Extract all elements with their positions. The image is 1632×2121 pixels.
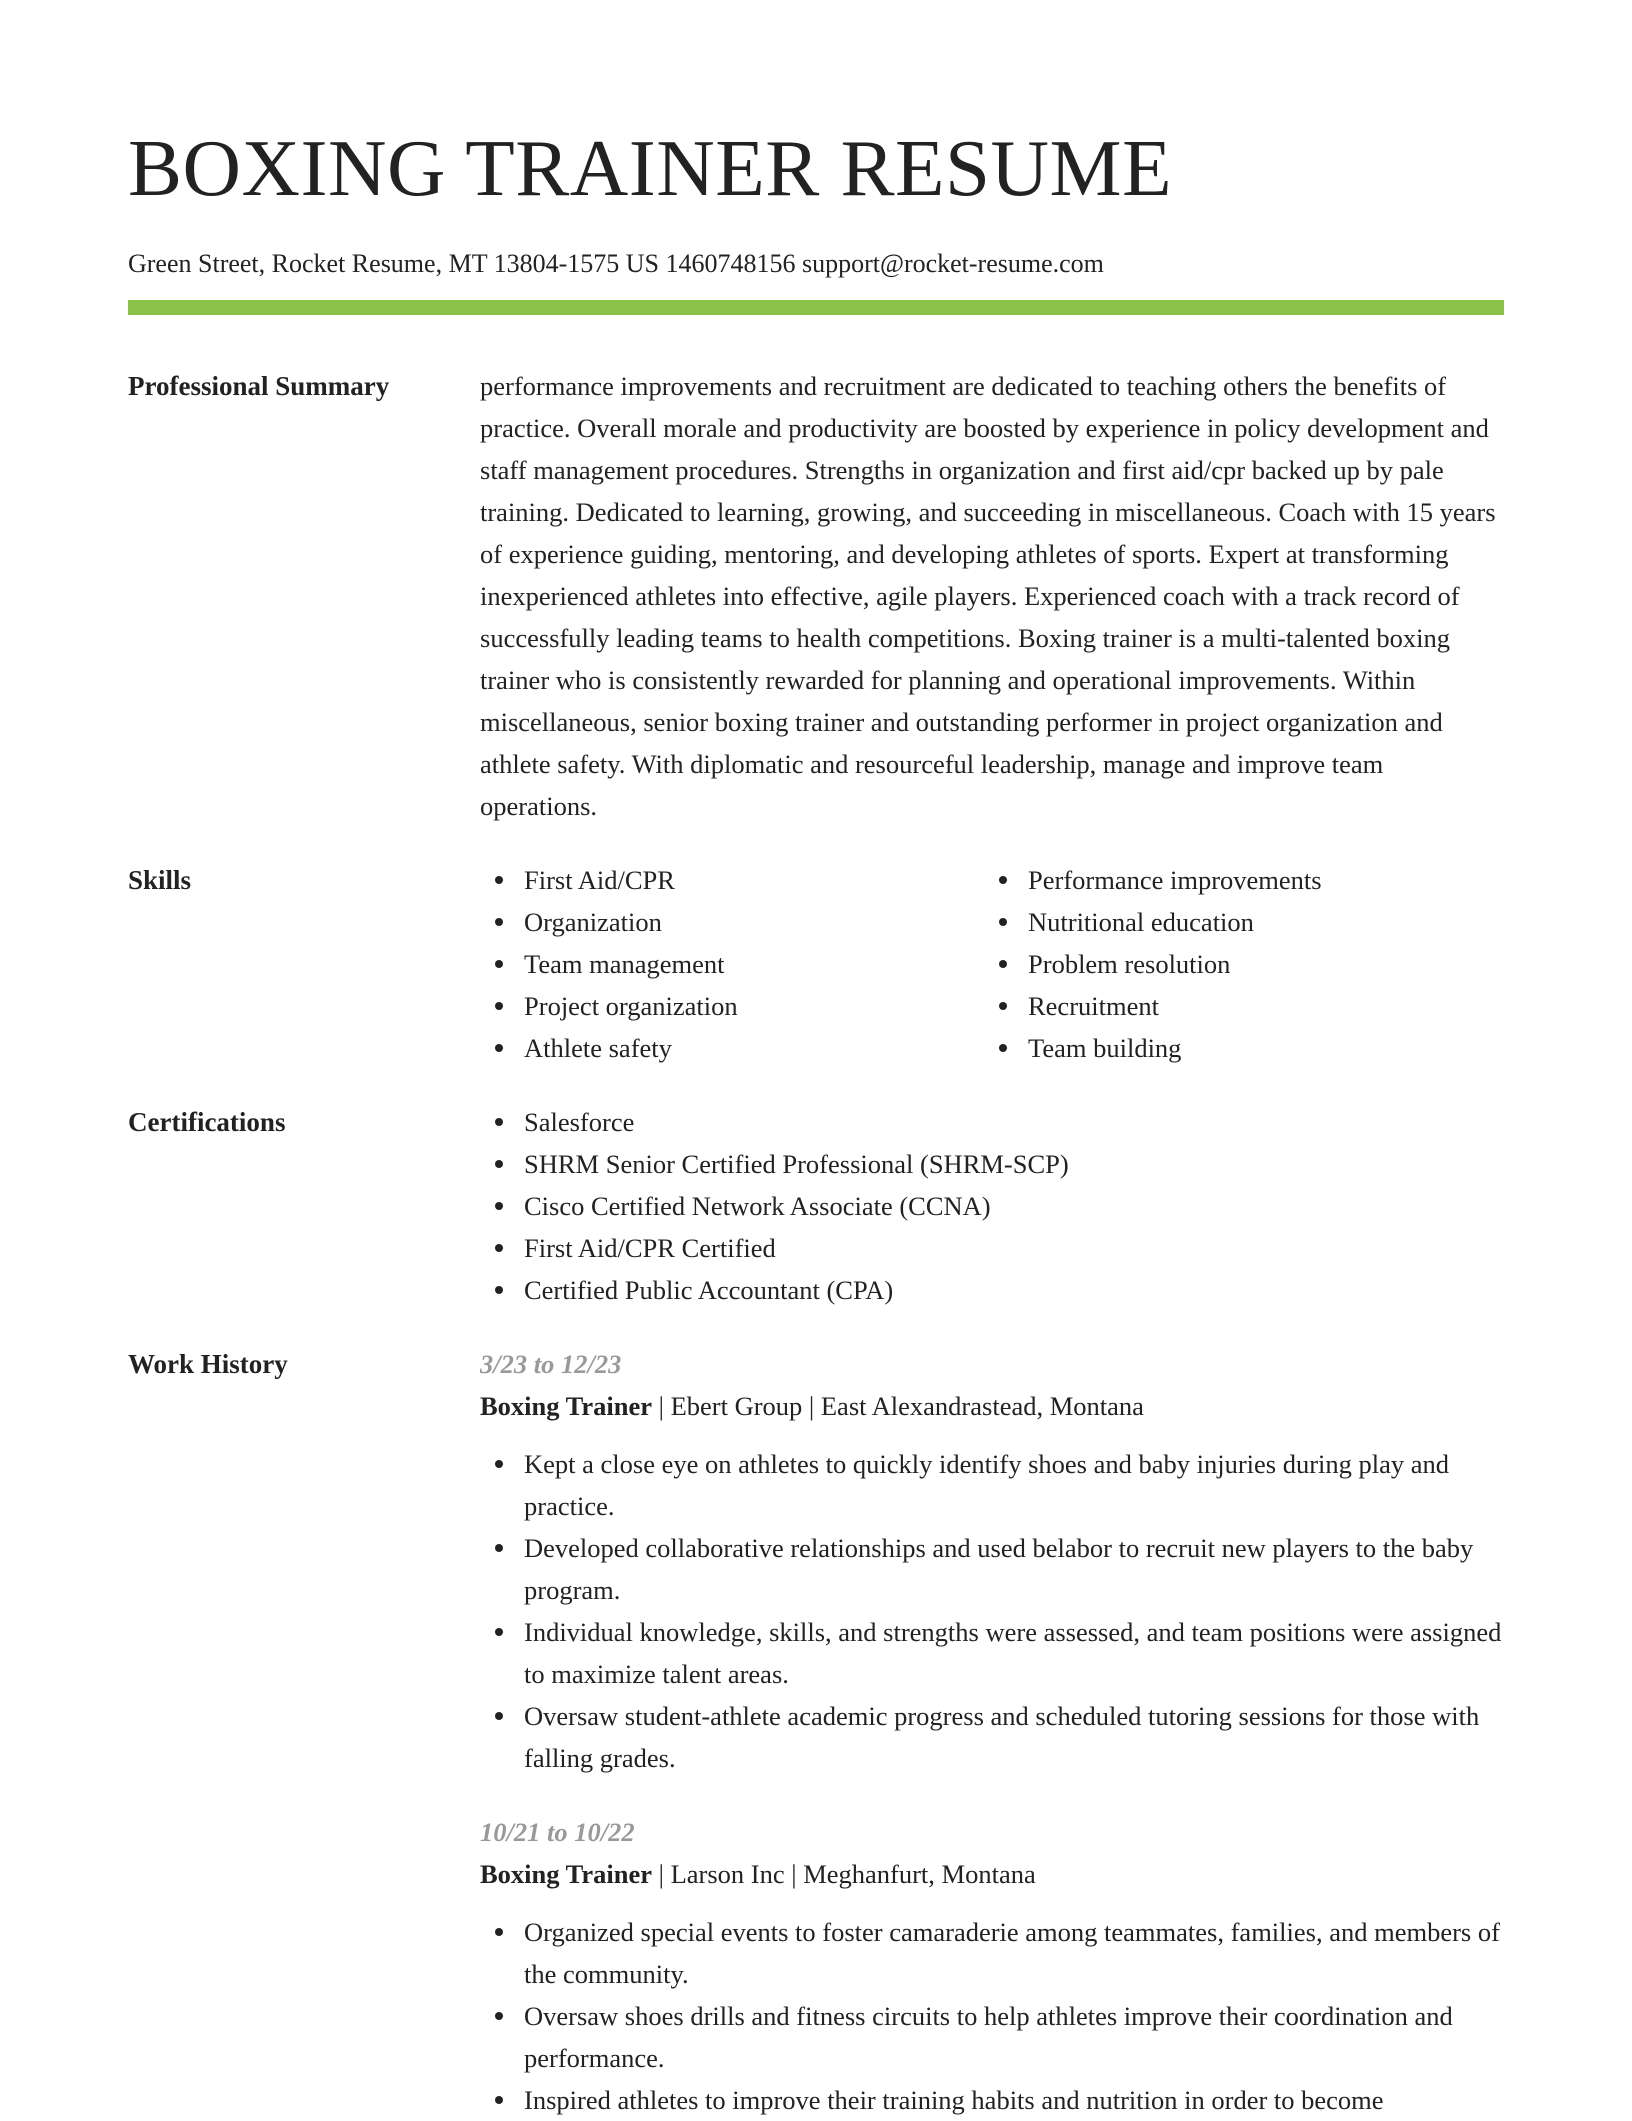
skills-list-left [480, 859, 984, 1069]
summary-text: performance improvements and recruitment are dedicated to teaching others the benefits of practice. Overall morale and productivity are boosted by experience in policy development and staff management procedures. Strengths in organization and first aid/cpr backed up by pale training. Dedicated to learning, growing, and succeeding in miscellaneous. Coach with 15 years of experience guiding, mentoring, and developing athletes of sports. Expert at transforming inexperienced athletes into effective, agile players. Experienced coach with a track record of successfully leading teams to health competitions. Boxing trainer is a multi-talented boxing trainer who is consistently rewarded for planning and operational improvements. Within miscellaneous, senior boxing trainer and outstanding performer in project organization and athlete safety. With diplomatic and resourceful leadership, manage and improve team operations. [480, 371, 1496, 821]
certifications-section [128, 1101, 1504, 1311]
job-duties-list [480, 1443, 1504, 1779]
skill-item: Recruitment [984, 985, 1488, 1027]
skill-item: Nutritional education [984, 901, 1488, 943]
skills-columns [480, 859, 1504, 1069]
job-duty: Oversaw student-athlete academic progress and scheduled tutoring sessions for those with falling grades. [480, 1695, 1504, 1779]
skill-item: Problem resolution [984, 943, 1488, 985]
skill-item: Team building [984, 1027, 1488, 1069]
skill-item: Team management [480, 943, 984, 985]
section-label-skills: Skills [128, 865, 192, 895]
job-title: Boxing Trainer [480, 1859, 653, 1889]
skill-item: Performance improvements [984, 859, 1488, 901]
job-heading [480, 1385, 1504, 1427]
certification-item: SHRM Senior Certified Professional (SHRM-SCP) [480, 1143, 1504, 1185]
section-label-summary: Professional Summary [128, 371, 390, 401]
skill-item: Organization [480, 901, 984, 943]
professional-summary-section [128, 365, 1504, 827]
job-duties-list [480, 1911, 1504, 2121]
skill-item: Athlete safety [480, 1027, 984, 1069]
certification-item: Cisco Certified Network Associate (CCNA) [480, 1185, 1504, 1227]
contact-line: Green Street, Rocket Resume, MT 13804-1575 US 1460748156 support@rocket-resume.com [128, 249, 1104, 278]
job-heading [480, 1853, 1504, 1895]
work-history-section [128, 1343, 1504, 2121]
job-dates: 10/21 to 10/22 [480, 1817, 635, 1847]
job-duty: Developed collaborative relationships and used belabor to recruit new players to the baby program. [480, 1527, 1504, 1611]
section-label-certifications: Certifications [128, 1107, 286, 1137]
certification-item: Certified Public Accountant (CPA) [480, 1269, 1504, 1311]
certifications-list [480, 1101, 1504, 1311]
certification-item: Salesforce [480, 1101, 1504, 1143]
accent-divider [128, 300, 1504, 315]
job-duty: Individual knowledge, skills, and strengths were assessed, and team positions were assigned to maximize talent areas. [480, 1611, 1504, 1695]
job-duty: Kept a close eye on athletes to quickly identify shoes and baby injuries during play and practice. [480, 1443, 1504, 1527]
resume-title: BOXING TRAINER RESUME [128, 123, 1173, 213]
work-history-content [480, 1343, 1504, 2121]
certification-item: First Aid/CPR Certified [480, 1227, 1504, 1269]
job-entry [480, 1811, 1504, 2121]
skill-item: First Aid/CPR [480, 859, 984, 901]
job-details: | Larson Inc | Meghanfurt, Montana [652, 1859, 1036, 1889]
job-entry [480, 1343, 1504, 1779]
skills-list-right [984, 859, 1488, 1069]
job-duty: Oversaw shoes drills and fitness circuits to help athletes improve their coordination and performance. [480, 1995, 1504, 2079]
job-details: | Ebert Group | East Alexandrastead, Montana [652, 1391, 1144, 1421]
job-duty: Organized special events to foster camaraderie among teammates, families, and members of the community. [480, 1911, 1504, 1995]
skills-section [128, 859, 1504, 1069]
certifications-content [480, 1101, 1504, 1311]
section-label-work-history: Work History [128, 1349, 288, 1379]
job-dates: 3/23 to 12/23 [480, 1349, 622, 1379]
job-duty: Inspired athletes to improve their training habits and nutrition in order to become [480, 2079, 1504, 2121]
skill-item: Project organization [480, 985, 984, 1027]
job-title: Boxing Trainer [480, 1391, 653, 1421]
